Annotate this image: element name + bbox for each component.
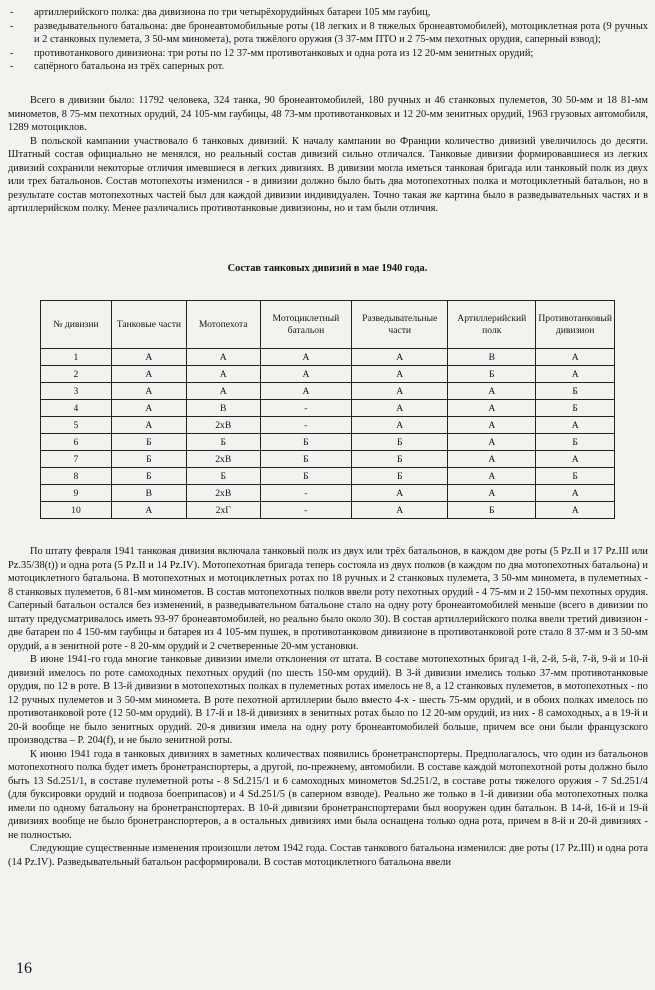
table-cell: 3 — [41, 383, 112, 400]
table-row — [41, 383, 615, 400]
paragraph: Всего в дивизии было: 11792 человека, 324 танка, 90 бронеавтомобилей, 180 ручных и 46 станковых пулеметов, 30 50-мм и 18 81-мм минометов, 8 75-мм пехотных орудий, 24 105-мм гаубицы, 48 73-мм противотанковых и 12 20-мм зенитных орудий, 1963 грузовых автомобиля, 1289 мотоциклов. — [8, 95, 648, 133]
table-header-row — [41, 301, 615, 349]
table-cell: А — [260, 349, 352, 366]
table-cell: А — [448, 434, 536, 451]
lower-text — [8, 545, 648, 869]
table-cell: 9 — [41, 485, 112, 502]
table-cell: Б — [352, 451, 448, 468]
table-row — [41, 400, 615, 417]
table-cell: Б — [448, 366, 536, 383]
table-cell: А — [352, 349, 448, 366]
table-cell: Б — [111, 451, 186, 468]
table-cell: В — [111, 485, 186, 502]
table-cell: А — [448, 451, 536, 468]
table-cell: А — [352, 383, 448, 400]
table-cell: А — [448, 468, 536, 485]
page-number: 16 — [16, 960, 32, 977]
table-cell: - — [260, 400, 352, 417]
table-cell: А — [186, 383, 260, 400]
table-cell: А — [260, 383, 352, 400]
table-cell: Б — [536, 434, 615, 451]
table-cell: А — [536, 349, 615, 366]
table-row — [41, 366, 615, 383]
table-cell: А — [448, 400, 536, 417]
table-row — [41, 434, 615, 451]
table-cell: А — [448, 417, 536, 434]
table-row — [41, 485, 615, 502]
table-cell: А — [111, 366, 186, 383]
table-cell: - — [260, 502, 352, 519]
table-cell: Б — [448, 502, 536, 519]
table-cell: Б — [352, 434, 448, 451]
table-cell: Б — [260, 468, 352, 485]
table-cell: А — [448, 485, 536, 502]
table-row — [41, 451, 615, 468]
table-cell: 6 — [41, 434, 112, 451]
table-cell: 2 — [41, 366, 112, 383]
bullet-item: - сапёрного батальона из трёх саперных рот. — [8, 60, 648, 74]
table-cell: Б — [352, 468, 448, 485]
header-cell: Разведывательные части — [352, 301, 448, 349]
table-cell: А — [352, 400, 448, 417]
table-cell: Б — [536, 383, 615, 400]
table-cell: Б — [186, 434, 260, 451]
table-cell: А — [186, 349, 260, 366]
table-cell: Б — [260, 434, 352, 451]
table-cell: Б — [186, 468, 260, 485]
header-cell: Танковые части — [111, 301, 186, 349]
table-cell: А — [111, 383, 186, 400]
upper-text — [8, 94, 648, 216]
header-cell: Мотопехота — [186, 301, 260, 349]
bullet-item: - артиллерийского полка: два дивизиона по три четырёхорудийных батареи 105 мм гаубиц, — [8, 6, 648, 20]
table-cell: Б — [111, 468, 186, 485]
table-cell: А — [536, 502, 615, 519]
table-cell: - — [260, 417, 352, 434]
table-cell: А — [536, 417, 615, 434]
table-cell: 10 — [41, 502, 112, 519]
table-cell: 2хВ — [186, 485, 260, 502]
table-cell: В — [186, 400, 260, 417]
table-cell: В — [448, 349, 536, 366]
bullet-item: - противотанкового дивизиона: три роты по 12 37-мм противотанковых и одна рота из 12 20-мм зенитных орудий; — [8, 47, 648, 61]
table-cell: 2хГ — [186, 502, 260, 519]
table-cell: 2хВ — [186, 451, 260, 468]
paragraph: По штату февраля 1941 танковая дивизия включала танковый полк из двух или трёх батальонов, в каждом две роты (5 Pz.II и 17 Pz.III или Pz.35/38(t)) и одна рота (5 Pz.II и 14 Pz.IV). Мотопехотная бригада теперь состояла из двух полков (в каждом по два мотопехотных батальона) и мотоциклетного батальона. В мотопехотных и мотоциклетных ротах по 18 ручных и 2 станковых пулемета, 3 50-мм миномета, в пулеметных - 8 станковых пулеметов, 6 81-мм минометов. В состав мотопехотных полков ввели роту пехотных орудий - 4 75-мм и 2 150-мм пехотных орудия. Саперный батальон остался без изменений, в разведывательном батальоне стало на одну роту бронеавтомобилей меньше (всего в дивизии по штату предусматривалось иметь 93-97 бронеавтомобилей, но реально было около 30). В состав артиллерийского полка ввели третий дивизион - две батареи по 4 150-мм гаубицы и батарея из 4 105-мм пушек, в противотанковом дивизионе в противотанковой роте стало 8 37-мм и 3 50-мм орудий, а в зенитной роте - 8 20-мм орудий и 2 счетверенные 20-мм установки. — [8, 546, 648, 652]
table-row — [41, 349, 615, 366]
header-cell: Противотанковый дивизион — [536, 301, 615, 349]
table-title: Состав танковых дивизий в мае 1940 года. — [227, 263, 428, 274]
table-body — [41, 349, 615, 519]
table-cell: А — [111, 349, 186, 366]
table-cell: 5 — [41, 417, 112, 434]
table-cell: А — [186, 366, 260, 383]
table-cell: А — [536, 485, 615, 502]
table-row — [41, 468, 615, 485]
table-cell: А — [448, 383, 536, 400]
paragraph: Следующие существенные изменения произошли летом 1942 года. Состав танкового батальона изменился: две роты (17 Pz.III) и одна рота (14 Pz.IV). Разведывательный батальон расформировали. В состав мотоциклетного батальона ввели — [8, 843, 648, 868]
table-cell: Б — [111, 434, 186, 451]
table-cell: 1 — [41, 349, 112, 366]
paragraph: В июне 1941-го года многие танковые дивизии имели отклонения от штата. В составе мотопехотных бригад 1-й, 2-й, 5-й, 7-й, 9-й и 10-й дивизий имелось по роте самоходных пехотных орудий (по шесть 150-мм орудий). В 3-й дивизии имелись только 37-мм противотанковые орудия, по 12 в роте. В 13-й дивизии в мотопехотных полках в пулеметных ротах имелось не 8, а 12 станковых пулеметов, в мотопехотных - по 12 ручных пулеметов и 3 50-мм миномета. В роте пехотной артиллерии было вместо 4-х - шесть 75-мм орудий, и в обоих полках имелось по противотанковой роте (12 50-мм орудий). В 17-й и 18-й дивизиях в зенитных ротах было по 12 20-мм орудий, из них - 8 самоходных, а в 19-й и 20-й вообще не было зенитных орудий. 20-я дивизия имела на одну роту бронеавтомобилей больше, причем все они были французского производства – P. 204(f), и не было зенитной роты. — [8, 654, 648, 746]
table-cell: А — [352, 366, 448, 383]
paragraph: В польской кампании участвовало 6 танковых дивизий. К началу кампании во Франции количество дивизий увеличилось до десяти. Штатный состав официально не менялся, но реальный состав дивизий сильно отличался. Танковые дивизии формировавшиеся из легких дивизий сохранили некоторые отличия имевшиеся в легких дивизиях. В дивизии могла иметься танковая бригада или танковый полк из двух или трех батальонов. Состав мотопехоты изменился - в дивизии должно было быть два мотопехотных полка и мотоциклетный батальон, но в результате состав мотопехотных частей был для каждой дивизии индивидуален. Точно такая же картина было в разведывательных частях и в артиллерийском полку. Менее различались противотанковые дивизионы, но и там были отличия. — [8, 135, 648, 214]
table-row — [41, 502, 615, 519]
table-cell: 4 — [41, 400, 112, 417]
header-cell: Мотоциклетный батальон — [260, 301, 352, 349]
table-cell: А — [111, 417, 186, 434]
table-cell: Б — [536, 400, 615, 417]
table-cell: 7 — [41, 451, 112, 468]
bullet-list — [8, 6, 648, 74]
table-cell: А — [260, 366, 352, 383]
table-row — [41, 417, 615, 434]
table-cell: А — [111, 400, 186, 417]
header-cell: № дивизии — [41, 301, 112, 349]
table-cell: - — [260, 485, 352, 502]
paragraph: К июню 1941 года в танковых дивизиях в заметных количествах появились бронетранспортеры. Предполагалось, что один из батальонов мотопехотного полка будет иметь бронетранспортеры, а другой, по-прежнему, автомобили. В составе каждой мотопехотной роты должно было быть 13 Sd.251/1, в составе пулеметной роты - 8 Sd.215/1 и 6 самоходных минометов Sd.251/2, в составе роты тяжелого оружия - 7 Sd.251/4 (для буксировки орудий и подвоза боеприпасов) и 4 Sd.251/5 (в саперном взводе). Реально же только в 1-й дивизии оба мотопехотных полка имели по одному батальону на бронетранспортерах. В 10-й дивизии бронетранспортерами был вооружен один батальон. В 14-й, 16-й и 19-й дивизиях вообще не было бронетранспортеров, а в остальных дивизиях ими была оснащена только одна рота, причем в 8-й и 20-й дивизиях - не полностью. — [8, 748, 648, 841]
bullet-item: - разведывательного батальона: две бронеавтомобильные роты (18 легких и 8 тяжелых бронеавтомобилей), мотоциклетная рота (9 ручных и 2 станковых пулемета, 3 50-мм миномета), рота тяжёлого оружия (3 37-мм ПТО и 2 75-мм пехотных орудия, саперный взвод); — [8, 20, 648, 47]
table-cell: 2хВ — [186, 417, 260, 434]
table-cell: А — [536, 366, 615, 383]
table-cell: А — [352, 485, 448, 502]
divisions-table — [40, 300, 615, 519]
table-cell: А — [352, 502, 448, 519]
table-cell: Б — [536, 468, 615, 485]
table-cell: Б — [260, 451, 352, 468]
table-cell: А — [111, 502, 186, 519]
table-cell: А — [536, 451, 615, 468]
header-cell: Артиллерийский полк — [448, 301, 536, 349]
table-cell: А — [352, 417, 448, 434]
table-cell: 8 — [41, 468, 112, 485]
